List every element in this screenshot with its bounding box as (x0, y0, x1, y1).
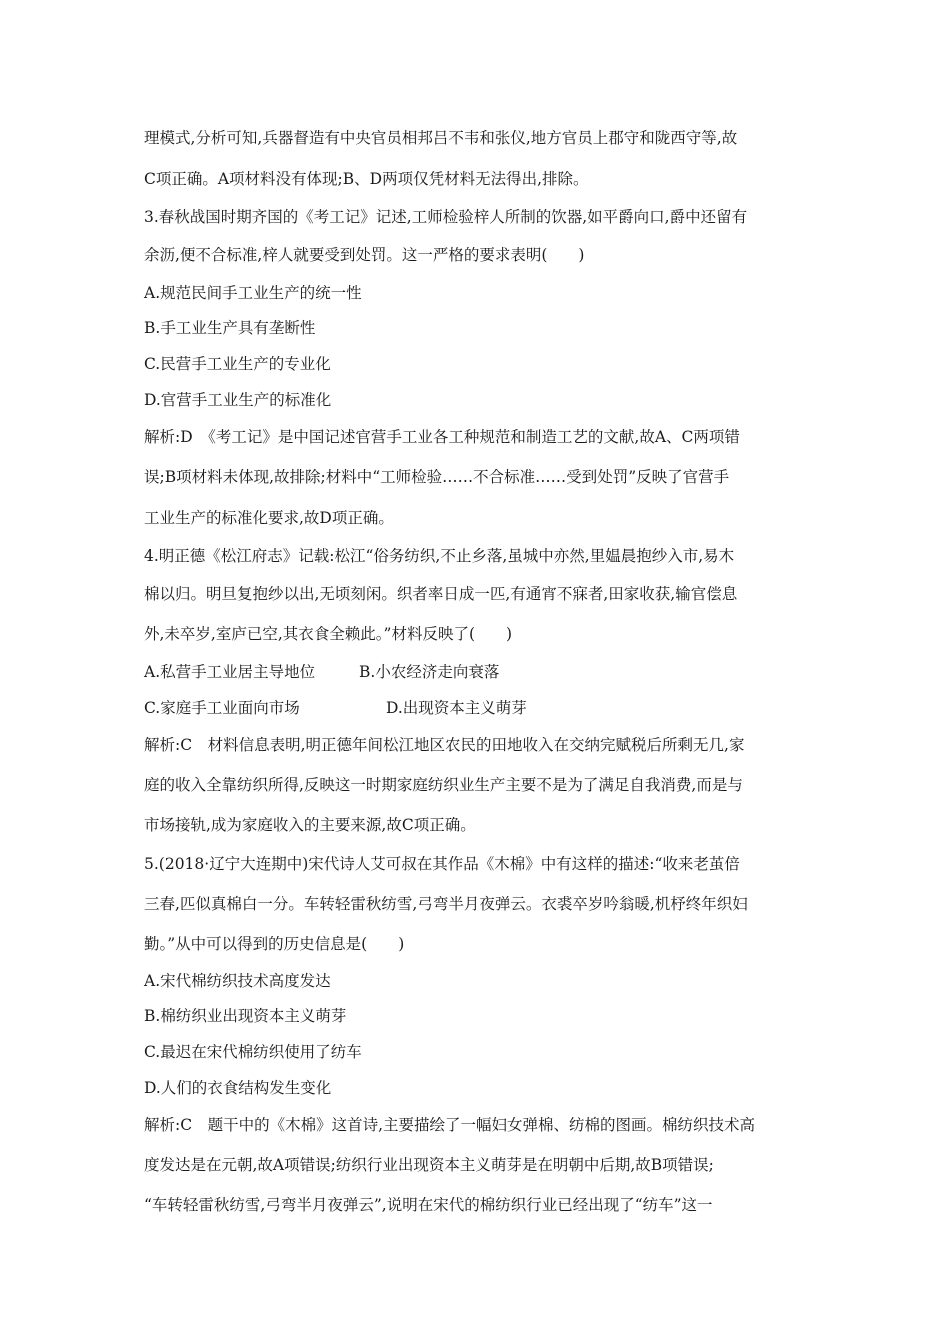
question-5-option-d: D.人们的衣食结构发生变化 (144, 1079, 332, 1097)
question-3-analysis: 解析:D 《考工记》是中国记述官营手工业各工种规范和制造工艺的文献,故A、C两项错 (144, 428, 740, 446)
question-4-option-d: D.出现资本主义萌芽 (386, 699, 527, 717)
question-5-option-c: C.最迟在宋代棉纺织使用了纺车 (144, 1043, 362, 1061)
question-4-option-c: C.家庭手工业面向市场 (144, 699, 300, 717)
question-5-option-a: A.宋代棉纺织技术高度发达 (144, 972, 331, 990)
question-5-stem: 5.(2018·辽宁大连期中)宋代诗人艾可叔在其作品《木棉》中有这样的描述:“收来老茧倍 (144, 855, 740, 873)
text-line: 理模式,分析可知,兵器督造有中央官员相邦吕不韦和张仪,地方官员上郡守和陇西守等,故 (144, 129, 738, 147)
question-5-stem: 三春,匹似真棉白一分。车转轻雷秋纺雪,弓弯半月夜弹云。衣裘卒岁吟翁暖,机杼终年织妇 (144, 895, 748, 913)
question-4-analysis: 市场接轨,成为家庭收入的主要来源,故C项正确。 (144, 816, 476, 834)
question-3-option-b: B.手工业生产具有垄断性 (144, 319, 316, 337)
question-5-analysis: “车转轻雷秋纺雪,弓弯半月夜弹云”,说明在宋代的棉纺织行业已经出现了“纺车”这一 (144, 1196, 713, 1214)
question-5-analysis: 度发达是在元朝,故A项错误;纺织行业出现资本主义萌芽是在明朝中后期,故B项错误; (144, 1156, 714, 1174)
question-3-analysis: 误;B项材料未体现,故排除;材料中“工师检验……不合标准……受到处罚”反映了官营手 (144, 468, 730, 486)
question-3-option-c: C.民营手工业生产的专业化 (144, 355, 331, 373)
question-4-options-row (144, 662, 500, 682)
question-3-analysis: 工业生产的标准化要求,故D项正确。 (144, 509, 394, 527)
question-4-stem: 棉以归。明旦复抱纱以出,无顷刻闲。织者率日成一匹,有通宵不寐者,田家收获,输官偿息 (144, 585, 738, 603)
question-5-stem: 勤。”从中可以得到的历史信息是( ) (144, 935, 405, 953)
question-5-analysis: 解析:C 题干中的《木棉》这首诗,主要描绘了一幅妇女弹棉、纺棉的图画。棉纺织技术高 (144, 1116, 756, 1134)
question-3-stem: 3.春秋战国时期齐国的《考工记》记述,工师检验梓人所制的饮器,如平爵向口,爵中还留有 (144, 208, 748, 226)
question-5-option-b: B.棉纺织业出现资本主义萌芽 (144, 1007, 347, 1025)
question-4-stem: 4.明正德《松江府志》记载:松江“俗务纺织,不止乡落,虽城中亦然,里媪晨抱纱入市,易木 (144, 547, 735, 565)
question-4-options-row (144, 698, 527, 718)
question-4-analysis: 解析:C 材料信息表明,明正德年间松江地区农民的田地收入在交纳完赋税后所剩无几,家 (144, 736, 745, 754)
question-4-stem: 外,未卒岁,室庐已空,其衣食全赖此。”材料反映了( ) (144, 625, 513, 643)
question-4-option-a: A.私营手工业居主导地位 (144, 663, 316, 681)
text-line: C项正确。A项材料没有体现;B、D两项仅凭材料无法得出,排除。 (144, 170, 589, 188)
question-3-option-d: D.官营手工业生产的标准化 (144, 391, 332, 409)
question-3-option-a: A.规范民间手工业生产的统一性 (144, 284, 362, 302)
question-3-stem: 余沥,便不合标准,梓人就要受到处罚。这一严格的要求表明( ) (144, 246, 585, 264)
question-4-analysis: 庭的收入全靠纺织所得,反映这一时期家庭纺织业生产主要不是为了满足自我消费,而是与 (144, 776, 743, 794)
question-4-option-b: B.小农经济走向衰落 (359, 663, 500, 681)
